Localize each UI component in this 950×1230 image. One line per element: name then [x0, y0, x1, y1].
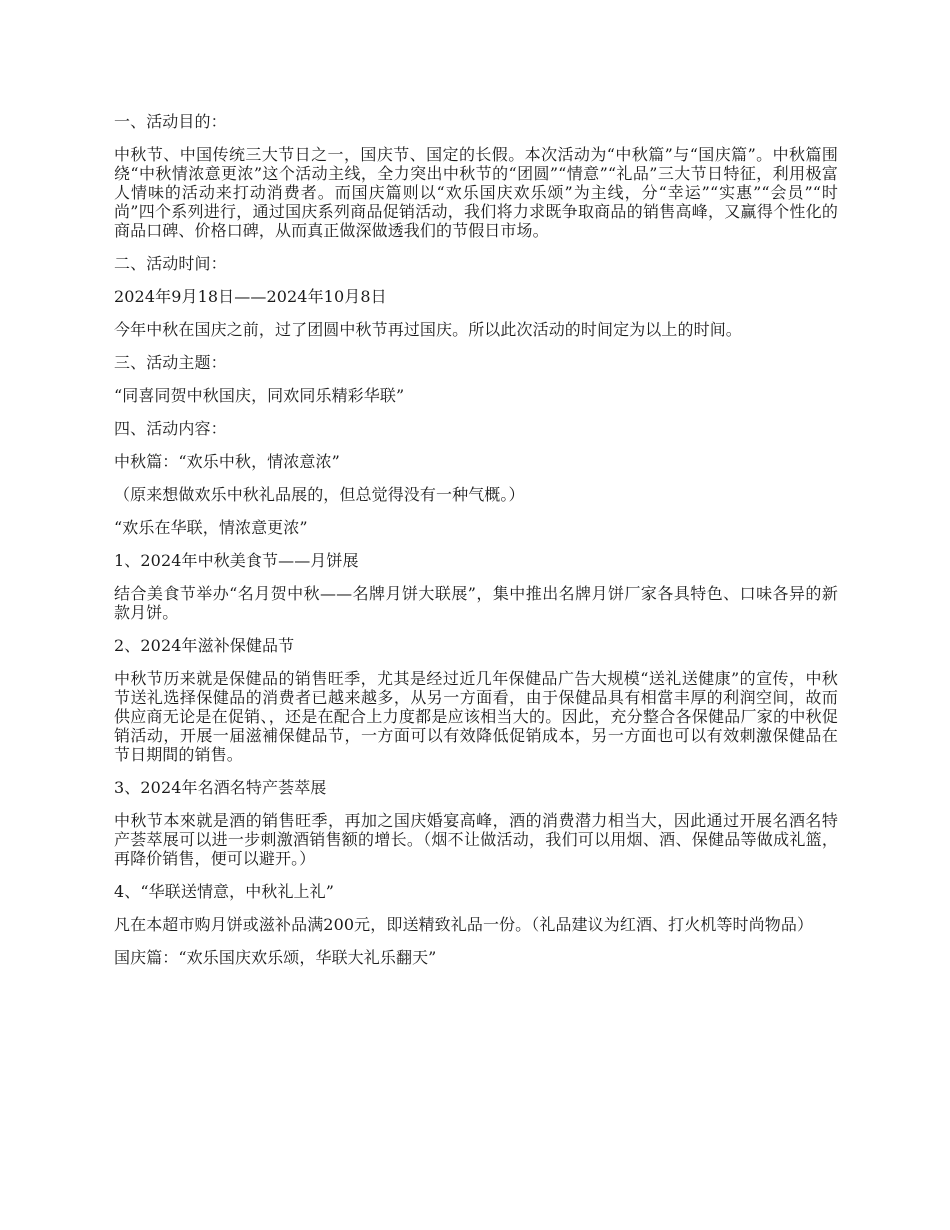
document-page [114, 112, 838, 981]
item-heading-gift: 4、“华联送情意，中秋礼上礼” [114, 882, 335, 901]
paragraph-mooncake-body: 结合美食节举办“名月贺中秋——名牌月饼大联展”，集中推出名牌月饼厂家各具特色、口味各异的新款月饼。 [114, 584, 838, 622]
paragraph-health-body: 中秋节历来就是保健品的销售旺季，尤其是经过近几年保健品广告大规模“送礼送健康”的宣传，中秋节送礼选择保健品的消费者已越来越多，从另一方面看，由于保健品具有相當丰厚的利润空间，故而供应商无论是在促销、，还是在配合上力度都是应该相当大的。因此，充分整合各保健品厂家的中秋促销活动，开展一届滋補保健品节，一方面可以有效降低促销成本，另一方面也可以有效刺激保健品在节日期間的销售。 [114, 669, 838, 764]
section-heading-content: 四、活动内容： [114, 419, 227, 438]
item-heading-health: 2、2024年滋补保健品节 [114, 636, 295, 655]
section-heading-time: 二、活动时间： [114, 254, 227, 273]
item-heading-wine: 3、2024年名酒名特产荟萃展 [114, 778, 327, 797]
section-heading-purpose: 一、活动目的： [114, 112, 227, 131]
paragraph-midautumn-slogan: “欢乐在华联，情浓意更浓” [114, 518, 308, 537]
paragraph-midautumn-title: 中秋篇：“欢乐中秋，情浓意浓” [114, 452, 340, 471]
paragraph-midautumn-note: （原来想做欢乐中秋礼品展的，但总觉得没有一种气概。） [114, 485, 525, 504]
paragraph-theme: “同喜同贺中秋国庆，同欢同乐精彩华联” [114, 386, 405, 405]
paragraph-date-range: 2024年9月18日——2024年10月8日 [114, 287, 387, 306]
item-heading-mooncake: 1、2024年中秋美食节——月饼展 [114, 551, 359, 570]
paragraph-time-note: 今年中秋在国庆之前，过了团圆中秋节再过国庆。所以此次活动的时间定为以上的时间。 [114, 320, 742, 339]
paragraph-national-day-title: 国庆篇：“欢乐国庆欢乐颂，华联大礼乐翻天” [114, 948, 437, 967]
paragraph-gift-body: 凡在本超市购月饼或滋补品满200元，即送精致礼品一份。（礼品建议为红酒、打火机等时尚物品） [114, 915, 814, 934]
paragraph-wine-body: 中秋节本來就是酒的销售旺季，再加之国庆婚宴高峰，酒的消费潜力相当大，因此通过开展名酒名特产荟萃展可以进一步刺激酒销售额的增长。（烟不让做活动，我们可以用烟、酒、保健品等做成礼篮，再降价销售，便可以避开。） [114, 811, 838, 868]
paragraph-purpose-body: 中秋节、中国传统三大节日之一，国庆节、国定的长假。本次活动为“中秋篇”与“国庆篇”。中秋篇围绕“中秋情浓意更浓”这个活动主线，全力突出中秋节的“团圆”“情意”“礼品”三大节日特征，利用极富人情味的活动来打动消费者。而国庆篇则以“欢乐国庆欢乐颂”为主线，分“幸运”“实惠”“会员”“时尚”四个系列进行，通过国庆系列商品促销活动，我们将力求既争取商品的销售高峰，又赢得个性化的商品口碑、价格口碑，从而真正做深做透我们的节假日市场。 [114, 145, 838, 240]
section-heading-theme: 三、活动主题： [114, 353, 227, 372]
